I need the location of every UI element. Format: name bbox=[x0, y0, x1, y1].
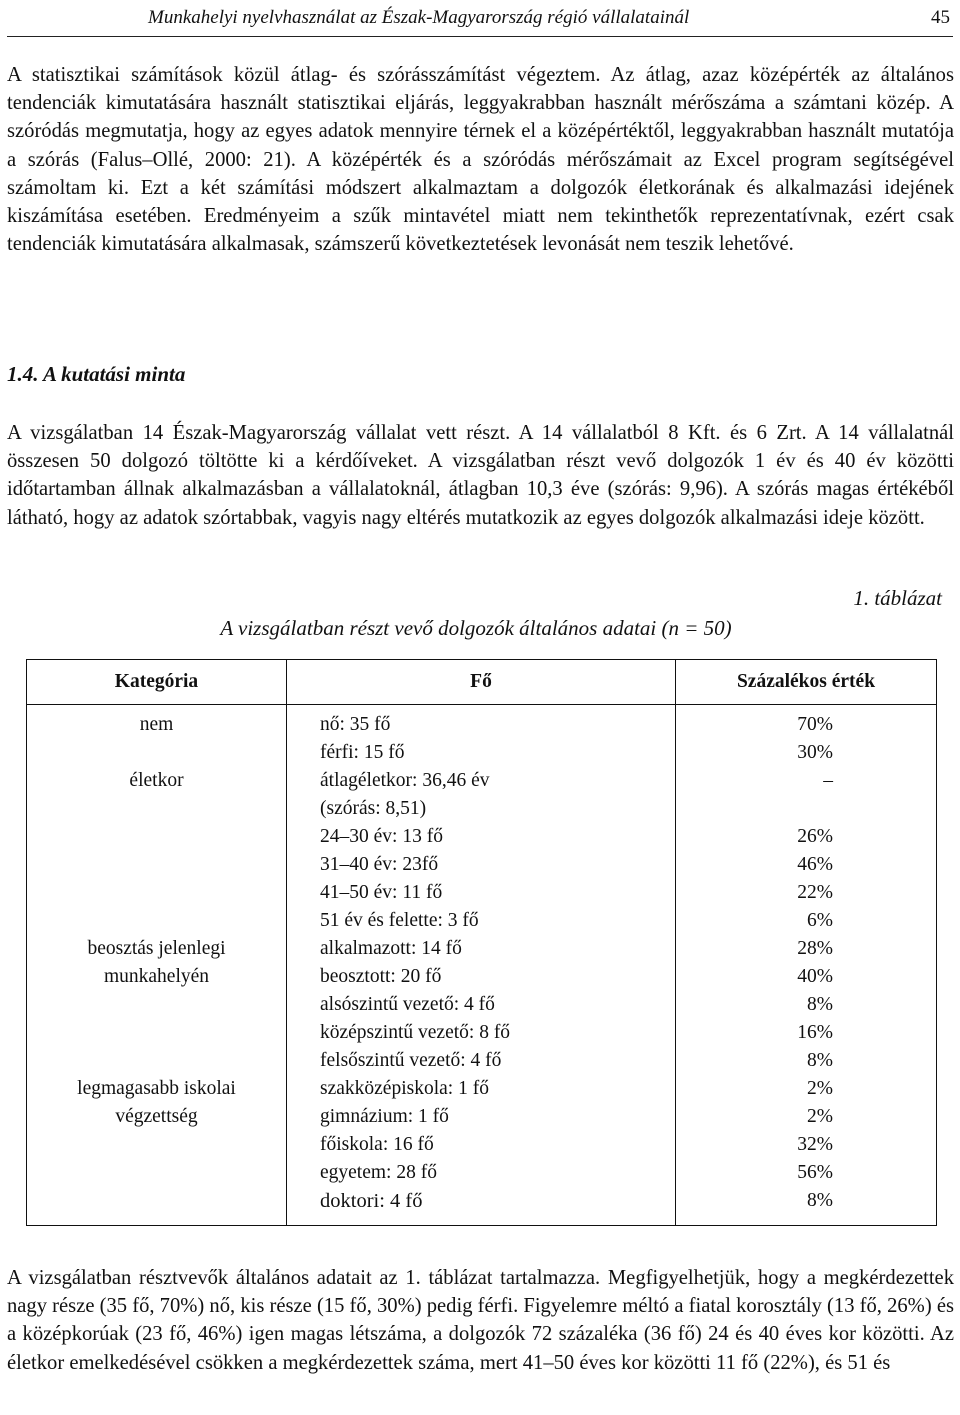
table-row bbox=[27, 1103, 937, 1131]
cell-category bbox=[27, 851, 287, 879]
paragraph-methods: A statisztikai számítások közül átlag- és szórásszámítást végeztem. Az átlag, azaz középérték az általános tendenciák kimutatására használt statisztikai eljárás, leggyakrabban használt mérőszáma a számtani közép. A szóródás megmutatja, hogy az egyes adatok mennyire térnek el a középértéktől, leggyakrabban használt mutatója a szórás (Falus–Ollé, 2000: 21). A középérték és a szóródás mérőszámait az Excel program segítségével számoltam ki. Ezt a két számítási módszert alkalmaztam a dolgozók életkorának és alkalmazási idejének kiszámítása esetében. Eredményeim a szűk mintavétel miatt nem tekinthetők reprezentatívnak, ezért csak tendenciák kimutatására alkalmasak, számszerű következtetések levonását nem teszik lehetővé. bbox=[7, 64, 954, 256]
cell-percent: 70% bbox=[676, 705, 937, 740]
cell-category bbox=[27, 1019, 287, 1047]
table-number: 1. táblázat bbox=[853, 586, 942, 610]
table-row bbox=[27, 1019, 937, 1047]
cell-count: felsőszintű vezető: 4 fő bbox=[287, 1047, 676, 1075]
cell-count: gimnázium: 1 fő bbox=[287, 1103, 676, 1131]
table-row bbox=[27, 935, 937, 963]
cell-category bbox=[27, 739, 287, 767]
cell-count: 41–50 év: 11 fő bbox=[287, 879, 676, 907]
cell-category bbox=[27, 1159, 287, 1187]
table-row bbox=[27, 1159, 937, 1187]
table-row bbox=[27, 1131, 937, 1159]
cell-category bbox=[27, 991, 287, 1019]
cell-percent: 40% bbox=[676, 963, 937, 991]
running-header bbox=[7, 0, 953, 37]
cell-percent: 16% bbox=[676, 1019, 937, 1047]
table-row bbox=[27, 739, 937, 767]
cell-category: életkor bbox=[27, 767, 287, 795]
cell-count: alkalmazott: 14 fő bbox=[287, 935, 676, 963]
cell-category bbox=[27, 907, 287, 935]
table-row bbox=[27, 795, 937, 823]
cell-percent bbox=[676, 795, 937, 823]
table-caption-wrap bbox=[0, 616, 960, 641]
cell-percent: 6% bbox=[676, 907, 937, 935]
table-row bbox=[27, 823, 937, 851]
cell-count: alsószintű vezető: 4 fő bbox=[287, 991, 676, 1019]
cell-percent: 46% bbox=[676, 851, 937, 879]
paragraph-sample: A vizsgálatban 14 Észak-Magyarország vállalat vett részt. A 14 vállalatból 8 Kft. és 6 Zrt. A 14 vállalatnál összesen 50 dolgozó töltötte ki a kérdőíveket. A vizsgálatban részt vevő dolgozók 1 év és 40 év közötti időtartamban állnak alkalmazásban a vállalatoknál, átlagban 10,3 éve (szórás: 9,96). A szórás magas értékéből látható, hogy az adatok szórtabbak, vagyis nagy eltérés mutatkozik az egyes dolgozók alkalmazási ideje között. bbox=[7, 422, 954, 529]
cell-percent: 32% bbox=[676, 1131, 937, 1159]
cell-category: munkahelyén bbox=[27, 963, 287, 991]
cell-percent: 8% bbox=[676, 1187, 937, 1226]
cell-count: egyetem: 28 fő bbox=[287, 1159, 676, 1187]
cell-percent: 30% bbox=[676, 739, 937, 767]
cell-category bbox=[27, 1047, 287, 1075]
cell-percent: 8% bbox=[676, 991, 937, 1019]
cell-percent: 26% bbox=[676, 823, 937, 851]
cell-count: átlagéletkor: 36,46 év bbox=[287, 767, 676, 795]
cell-count: középszintű vezető: 8 fő bbox=[287, 1019, 676, 1047]
cell-category bbox=[27, 823, 287, 851]
paragraph-results: A vizsgálatban résztvevők általános adatait az 1. táblázat tartalmazza. Megfigyelhetjük, hogy a megkérdezettek nagy része (35 fő, 70%) nő, kis része (15 fő, 30%) pedig férfi. Figyelemre méltó a fiatal korosztály (13 fő, 26%) és a középkorúak (23 fő, 46%) igen magas létszáma, a dolgozók 72 százaléka (36 fő) 24 és 40 éves kor közötti. Az életkor emelkedésével csökken a megkérdezettek száma, mert 41–50 éves kor közötti 11 fő (22%), és 51 és bbox=[7, 1267, 955, 1374]
cell-percent: 28% bbox=[676, 935, 937, 963]
cell-category: beosztás jelenlegi bbox=[27, 935, 287, 963]
table-row bbox=[27, 1187, 937, 1226]
cell-count: beosztott: 20 fő bbox=[287, 963, 676, 991]
cell-percent: 56% bbox=[676, 1159, 937, 1187]
cell-category: nem bbox=[27, 705, 287, 740]
cell-category bbox=[27, 1131, 287, 1159]
cell-count: (szórás: 8,51) bbox=[287, 795, 676, 823]
table-row bbox=[27, 991, 937, 1019]
cell-percent: 2% bbox=[676, 1103, 937, 1131]
table-caption: A vizsgálatban részt vevő dolgozók általános adatai (n = 50) bbox=[220, 616, 732, 640]
cell-category bbox=[27, 879, 287, 907]
running-title: Munkahelyi nyelvhasználat az Észak-Magyarország régió vállalatainál bbox=[148, 7, 690, 28]
cell-count: szakközépiskola: 1 fő bbox=[287, 1075, 676, 1103]
cell-percent: – bbox=[676, 767, 937, 795]
table-row bbox=[27, 851, 937, 879]
cell-count: 51 év és felette: 3 fő bbox=[287, 907, 676, 935]
cell-percent: 22% bbox=[676, 879, 937, 907]
page-number: 45 bbox=[931, 7, 950, 28]
header-percent: Százalékos érték bbox=[676, 660, 937, 705]
table-header-row bbox=[27, 660, 937, 705]
table-row bbox=[27, 705, 937, 740]
cell-count: nő: 35 fő bbox=[287, 705, 676, 740]
table-row bbox=[27, 767, 937, 795]
header-category: Kategória bbox=[27, 660, 287, 705]
cell-percent: 2% bbox=[676, 1075, 937, 1103]
table-row bbox=[27, 1075, 937, 1103]
cell-count: férfi: 15 fő bbox=[287, 739, 676, 767]
cell-count: 31–40 év: 23fő bbox=[287, 851, 676, 879]
cell-category: legmagasabb iskolai bbox=[27, 1075, 287, 1103]
cell-category bbox=[27, 795, 287, 823]
table-row bbox=[27, 963, 937, 991]
header-count: Fő bbox=[287, 660, 676, 705]
table-row bbox=[27, 879, 937, 907]
data-table bbox=[26, 659, 937, 1226]
cell-count: főiskola: 16 fő bbox=[287, 1131, 676, 1159]
cell-category: végzettség bbox=[27, 1103, 287, 1131]
cell-category bbox=[27, 1187, 287, 1226]
cell-count: 24–30 év: 13 fő bbox=[287, 823, 676, 851]
section-heading: 1.4. A kutatási minta bbox=[7, 362, 186, 386]
table-row bbox=[27, 907, 937, 935]
cell-count: doktori: 4 fő bbox=[287, 1187, 676, 1226]
cell-percent: 8% bbox=[676, 1047, 937, 1075]
table-row bbox=[27, 1047, 937, 1075]
